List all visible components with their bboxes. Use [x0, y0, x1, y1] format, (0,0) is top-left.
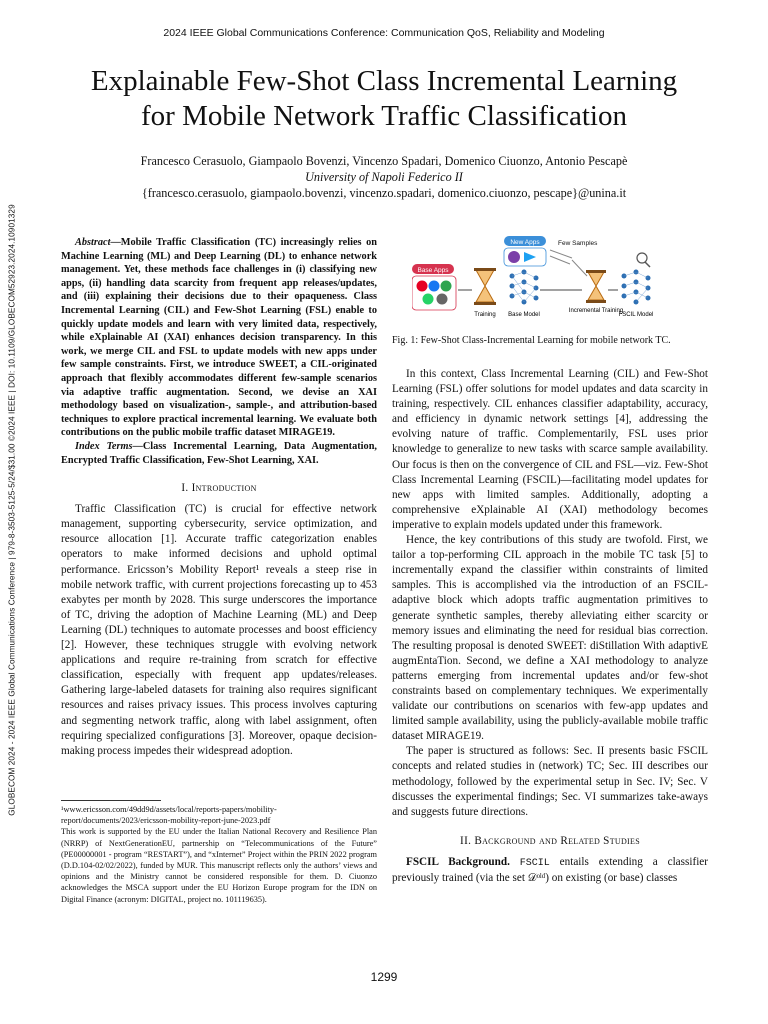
abstract	[61, 236, 377, 440]
few-samples-arrow-icon-2	[550, 256, 570, 264]
few-samples-label: Few Samples	[558, 240, 598, 247]
fscil-background-text: entails extending a classifier previously trained (via the set 𝒟ᵒˡᵈ) on existing (or base) classes	[392, 855, 708, 884]
magnifier-icon	[637, 253, 650, 267]
incremental-training-label: Incremental Training	[568, 308, 624, 314]
facebook-icon	[429, 281, 440, 292]
doi-sidebar-text: GLOBECOM 2024 - 2024 IEEE Global Communications Conference | 979-8-3503-5125-5/24/$31.00 ©2024 IEEE | DOI: 10.1109/GLOBECOM52923.2024.10901329	[7, 204, 17, 816]
index-terms	[61, 440, 377, 467]
title-line-1: Explainable Few-Shot Class Incremental Learning	[90, 65, 678, 97]
title-line-2: for Mobile Network Traffic Classification	[141, 100, 627, 132]
intro-paragraph-1: Traffic Classification (TC) is crucial for effective network management, supporting cybersecurity, service optimization, and resource allocation [1]. Accurate traffic categorization enables operators to make informed decisions and uphold optimal performance. Ericsson’s Mobility Report¹ reveals a steep rise in mobile network traffic, with current projections forecasting up to 453 exabytes per month by 2028. This surge underscores the importance of TC, driving the adoption of Machine Learning (ML) and Deep Learning (DL) techniques to automate processes and boost efficiency [2]. However, these techniques struggle with evolving network applications and require re-training from scratch for effective classification, especially with frequent app updates/releases. Gathering large-labeled datasets for training also requires significant resources and raises privacy issues. This process involves capturing and segmenting network traffic, along with label assignment, often requiring specialized configurations [3]. Moreover, opaque decision-making process impedes their widespread adoption.	[61, 503, 377, 757]
twitter-icon	[524, 252, 536, 262]
index-terms-text: —Class Incremental Learning, Data Augmentation, Encrypted Traffic Classification, Few-Shot Learning, XAI.	[61, 440, 377, 466]
incremental-training-hourglass-icon	[586, 270, 606, 303]
base-apps-label: Base Apps	[417, 267, 449, 274]
whatsapp-icon	[423, 294, 434, 305]
right-paragraph-2: Hence, the key contributions of this study are twofold. First, we tailor a top-performing CIL approach in the mobile TC task [5] to incrementally expand the classifier within constraints of limited samples. This is accomplished via the introduction of an FSCIL-adaptive block which adopts traffic augmentation primitives to generate synthetic samples, thereby alleviating either scarcity or memory issues and eliminating the need for residual bias correction. The resulting proposal is denoted SWEET: diStillation With adaptivE augmEntaTion. Second, we define a XAI methodology to analyze patterns emerging from incremental updates and/or few-shot constraints based on complementary techniques. We experimentally validate our contributions on scenarios with few-app updates and limited sample availability, using the publicly-available mobile traffic dataset MIRAGE19.	[392, 534, 708, 743]
xai-arrow-icon	[572, 260, 587, 276]
affiliation: University of Napoli Federico II	[305, 170, 463, 184]
figure-caption: Fig. 1: Few-Shot Class-Incremental Learning for mobile network TC.	[392, 335, 671, 346]
viber-icon	[508, 251, 520, 263]
fscil-code: FSCIL	[519, 857, 550, 869]
right-paragraph-3: The paper is structured as follows: Sec. II presents basic FSCIL concepts and related studies in (network) TC; Sec. III describes our methodology, followed by the experimental setup in Sec. IV; Sec. V discusses the experimental findings; Sec. VI summarizes take-aways and suggests future directions.	[392, 745, 708, 818]
right-paragraph-4	[392, 855, 708, 886]
section-heading-intro	[61, 481, 377, 496]
fscil-model-network-icon	[622, 270, 651, 305]
training-hourglass-icon	[474, 268, 496, 305]
author-block	[40, 153, 728, 201]
app-icon	[441, 281, 452, 292]
section-num-background: II.	[460, 834, 472, 847]
fscil-model-label: FSCIL Model	[618, 312, 654, 318]
section-title-intro: Introduction	[191, 482, 257, 495]
author-names: Francesco Cerasuolo, Giampaolo Bovenzi, Vincenzo Spadari, Domenico Ciuonzo, Antonio Pescapè	[140, 154, 628, 168]
new-apps-label: New Apps	[510, 239, 540, 246]
footnote-rule	[61, 800, 161, 801]
section-num-intro: I.	[181, 482, 189, 495]
author-emails: {francesco.cerasuolo, giampaolo.bovenzi, vincenzo.spadari, domenico.ciuonzo, pescape}@unina.it	[141, 186, 627, 200]
section-heading-background	[392, 834, 708, 849]
right-paragraph-1: In this context, Class Incremental Learning (CIL) and Few-Shot Learning (FSL) offer solutions for model updates and data scarcity in training, respectively. CIL enhances classifier adaptability, accuracy, and efficiency in dynamic network settings [4], addressing the evolving nature of traffic. Complementarily, FSL uses prior knowledge to generalize to new tasks with scarce sample availability. Our focus is then on the convergence of CIL and FSL—viz. Few-Shot Class Incremental Learning (FSCIL)—facilitating model updates for new apps with limited samples. Additionally, adopting a comprehensive eXplainable AI (XAI) methodology becomes imperative to explain models updated under this framework.	[392, 368, 708, 531]
paper-title	[40, 64, 728, 134]
doi-sidebar	[6, 160, 18, 860]
footnote-url: ¹www.ericsson.com/49dd9d/assets/local/reports-papers/mobility-report/documents/2023/ericsson-mobility-report-june-2023.pdf	[61, 805, 277, 826]
left-column	[61, 236, 377, 759]
training-label: Training	[474, 312, 496, 318]
page-number: 1299	[370, 970, 398, 984]
pinterest-icon	[417, 281, 428, 292]
footnotes	[61, 800, 377, 905]
figure-1-diagram	[412, 236, 712, 328]
index-terms-label: Index Terms	[75, 440, 133, 452]
conference-header: 2024 IEEE Global Communications Conference: Communication QoS, Reliability and Modeling	[163, 27, 605, 39]
right-column	[392, 367, 708, 886]
fscil-background-label: FSCIL Background.	[406, 855, 510, 868]
section-title-background: Background and Related Studies	[474, 834, 640, 847]
abstract-label: Abstract	[75, 237, 111, 248]
footnote-funding: This work is supported by the EU under the Italian National Recovery and Resilience Plan (NRRP) of NextGenerationEU, partnership on “Telecommunications of the Future” (PE00000001 - program “RESTART”), and “xInternet” Project within the PRIN 2022 program (D.D.104-02/02/2022), funded by MUR. This manuscript reflects only the authors’ views and opinions and the Ministry cannot be considered responsible for them. D. Ciuonzo acknowledges the MSCA support under the EU Horizon Europe program for the IDN on Digital Finance (acronym: DIGITAL, project no. 101119635).	[61, 827, 377, 904]
base-model-network-icon	[510, 270, 539, 305]
base-model-label: Base Model	[508, 312, 540, 318]
camera-app-icon	[437, 294, 448, 305]
abstract-text: —Mobile Traffic Classification (TC) increasingly relies on Machine Learning (ML) and Deep Learning (DL) to enhance network management. Yet, these methods face challenges in (i) classifying new apps, (ii) handling data scarcity from frequent app releases/updates, and (iii) explaining their decisions due to their opaqueness. Class Incremental Learning (CIL) and Few-Shot Learning (FSL) enable to quickly update models and learn with very limited data, respectively, while eXplainable AI (XAI) enhances decision transparency. In this work, we merge CIL and FSL to update models with new apps under few sample constraints. First, we introduce SWEET, a CIL-originated approach that flexibly accommodates different few-sample scenarios via adaptive traffic augmentation. Second, we devise an XAI methodology based on visualization-, sample-, and attribution-based techniques to explore practical incremental learning. We evaluate both contributions on the public mobile traffic dataset MIRAGE19.	[61, 237, 377, 439]
